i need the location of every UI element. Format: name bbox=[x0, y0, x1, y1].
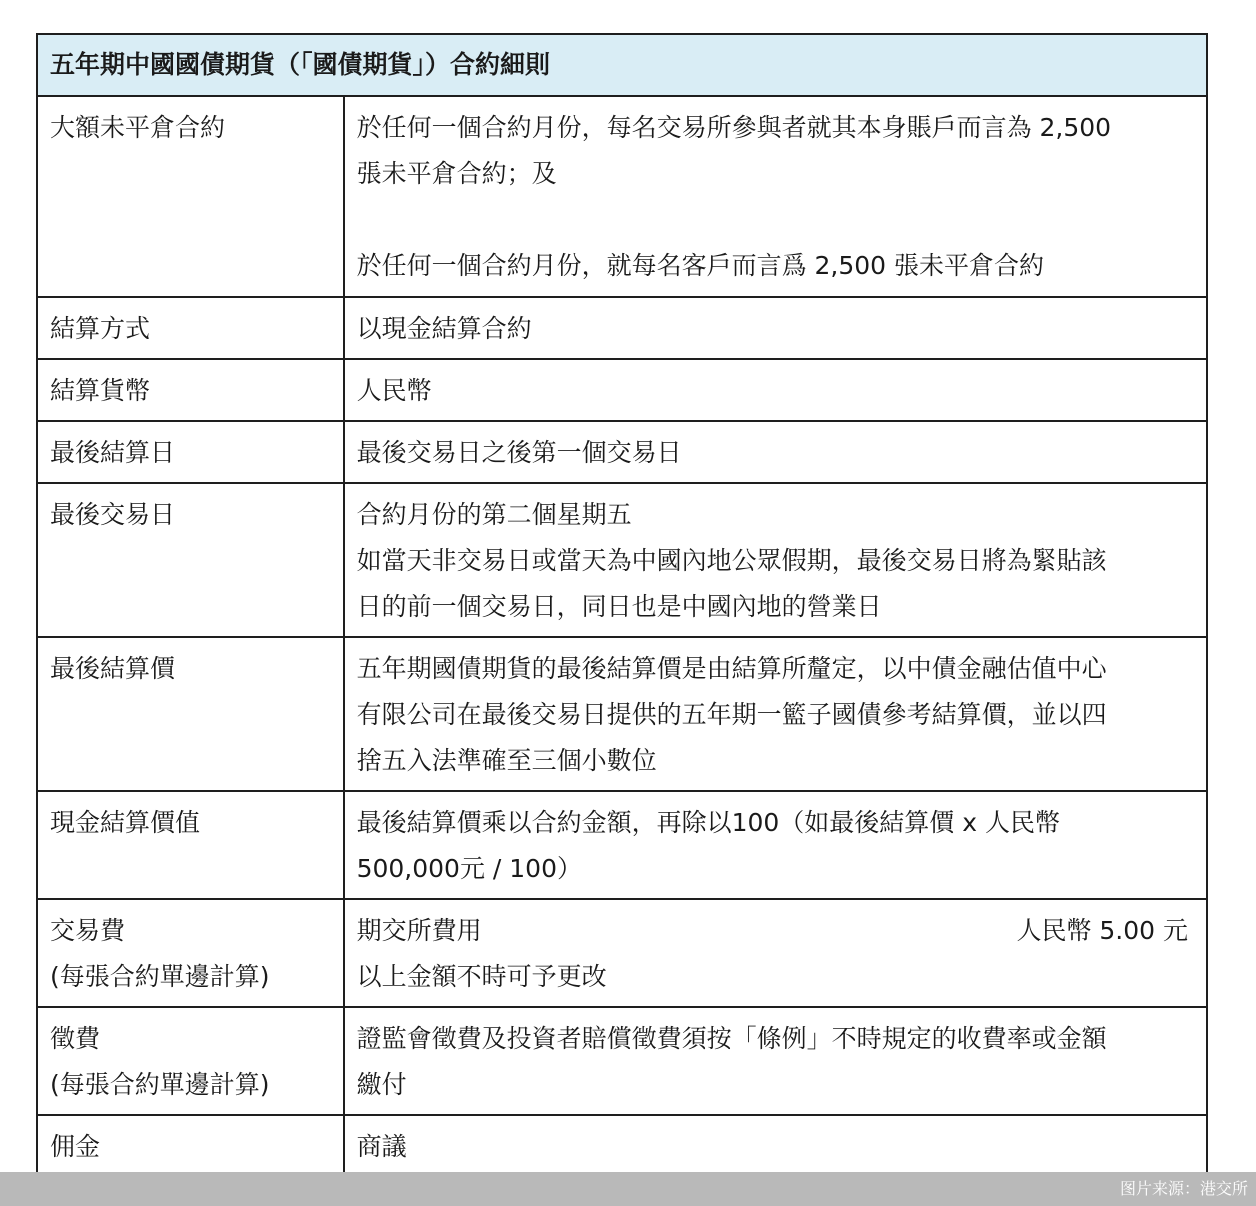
row-value-line: 500,000元 / 100） bbox=[356, 854, 582, 883]
row-label-subtext: (每張合約單邊計算) bbox=[50, 962, 270, 991]
row-value-line: 於任何一個合約月份，每名交易所參與者就其本身賬戶而言為 2,500 bbox=[356, 113, 1112, 142]
row-value-line: 於任何一個合約月份，就每名客戶而言爲 2,500 張未平倉合約 bbox=[356, 251, 1045, 280]
row-label bbox=[37, 421, 344, 483]
row-value bbox=[344, 791, 1207, 899]
row-label bbox=[37, 96, 344, 297]
row-label-text: 結算方式 bbox=[50, 314, 151, 343]
row-value-line: 日的前一個交易日，同日也是中國內地的營業日 bbox=[356, 592, 882, 621]
paragraph-gap bbox=[357, 197, 1194, 243]
table-row bbox=[37, 899, 1207, 1007]
image-source-credit: 图片来源：港交所 bbox=[1119, 1179, 1248, 1198]
table-row bbox=[37, 297, 1207, 359]
row-value bbox=[344, 483, 1207, 637]
row-label-text: 佣金 bbox=[50, 1132, 101, 1161]
row-label-text: 徵費 bbox=[50, 1024, 101, 1053]
row-value-line: 以現金結算合約 bbox=[356, 314, 532, 343]
row-value-line: 捨五入法準確至三個小數位 bbox=[356, 746, 657, 775]
table-row bbox=[37, 483, 1207, 637]
row-value bbox=[344, 297, 1207, 359]
row-label-text: 最後結算價 bbox=[50, 654, 176, 683]
table-row bbox=[37, 421, 1207, 483]
row-label bbox=[37, 637, 344, 791]
row-label-text: 大額未平倉合約 bbox=[50, 113, 226, 142]
fee-name: 期交所費用 bbox=[356, 916, 482, 945]
table-row bbox=[37, 637, 1207, 791]
row-value-line: 合約月份的第二個星期五 bbox=[356, 500, 632, 529]
row-label-text: 最後交易日 bbox=[50, 500, 176, 529]
row-value-line: 商議 bbox=[356, 1132, 407, 1161]
row-label-text: 最後結算日 bbox=[50, 438, 176, 467]
row-value-line: 張未平倉合約；及 bbox=[356, 159, 557, 188]
footer-bar bbox=[0, 1172, 1256, 1206]
row-label bbox=[37, 359, 344, 421]
row-value-line: 五年期國債期貨的最後結算價是由結算所釐定，以中債金融估值中心 bbox=[356, 654, 1107, 683]
fee-amount: 人民幣 5.00 元 bbox=[1016, 916, 1188, 945]
row-value-line: 繳付 bbox=[356, 1070, 407, 1099]
row-label-text: 結算貨幣 bbox=[50, 376, 151, 405]
row-label bbox=[37, 899, 344, 1007]
row-value-line: 證監會徵費及投資者賠償徵費須按「條例」不時規定的收費率或金額 bbox=[356, 1024, 1107, 1053]
table-row bbox=[37, 791, 1207, 899]
row-value-line: 有限公司在最後交易日提供的五年期一籃子國債參考結算價，並以四 bbox=[356, 700, 1107, 729]
table-title: 五年期中國國債期貨（「國債期貨」）合約細則 bbox=[37, 34, 1207, 96]
table-row bbox=[37, 359, 1207, 421]
row-value bbox=[344, 637, 1207, 791]
row-value-line: 最後交易日之後第一個交易日 bbox=[356, 438, 682, 467]
row-label bbox=[37, 483, 344, 637]
table-row bbox=[37, 1007, 1207, 1115]
row-value bbox=[344, 899, 1207, 1007]
row-value bbox=[344, 421, 1207, 483]
row-label bbox=[37, 791, 344, 899]
row-label-text: 現金結算價值 bbox=[50, 808, 201, 837]
row-value-line: 以上金額不時可予更改 bbox=[356, 962, 607, 991]
row-label bbox=[37, 1115, 344, 1177]
row-label bbox=[37, 297, 344, 359]
row-value bbox=[344, 1007, 1207, 1115]
row-label-text: 交易費 bbox=[50, 916, 126, 945]
table-row bbox=[37, 1115, 1207, 1177]
table-row bbox=[37, 96, 1207, 297]
contract-spec-table bbox=[36, 33, 1208, 1178]
fee-line bbox=[357, 908, 1194, 954]
row-value bbox=[344, 1115, 1207, 1177]
row-label-subtext: (每張合約單邊計算) bbox=[50, 1070, 270, 1099]
row-value-line: 如當天非交易日或當天為中國內地公眾假期，最後交易日將為緊貼該 bbox=[356, 546, 1107, 575]
row-value-line: 人民幣 bbox=[356, 376, 432, 405]
row-value-line: 最後結算價乘以合約金額，再除以100（如最後結算價 x 人民幣 bbox=[356, 808, 1060, 837]
row-value bbox=[344, 359, 1207, 421]
table-header-row bbox=[37, 34, 1207, 96]
row-value bbox=[344, 96, 1207, 297]
row-label bbox=[37, 1007, 344, 1115]
